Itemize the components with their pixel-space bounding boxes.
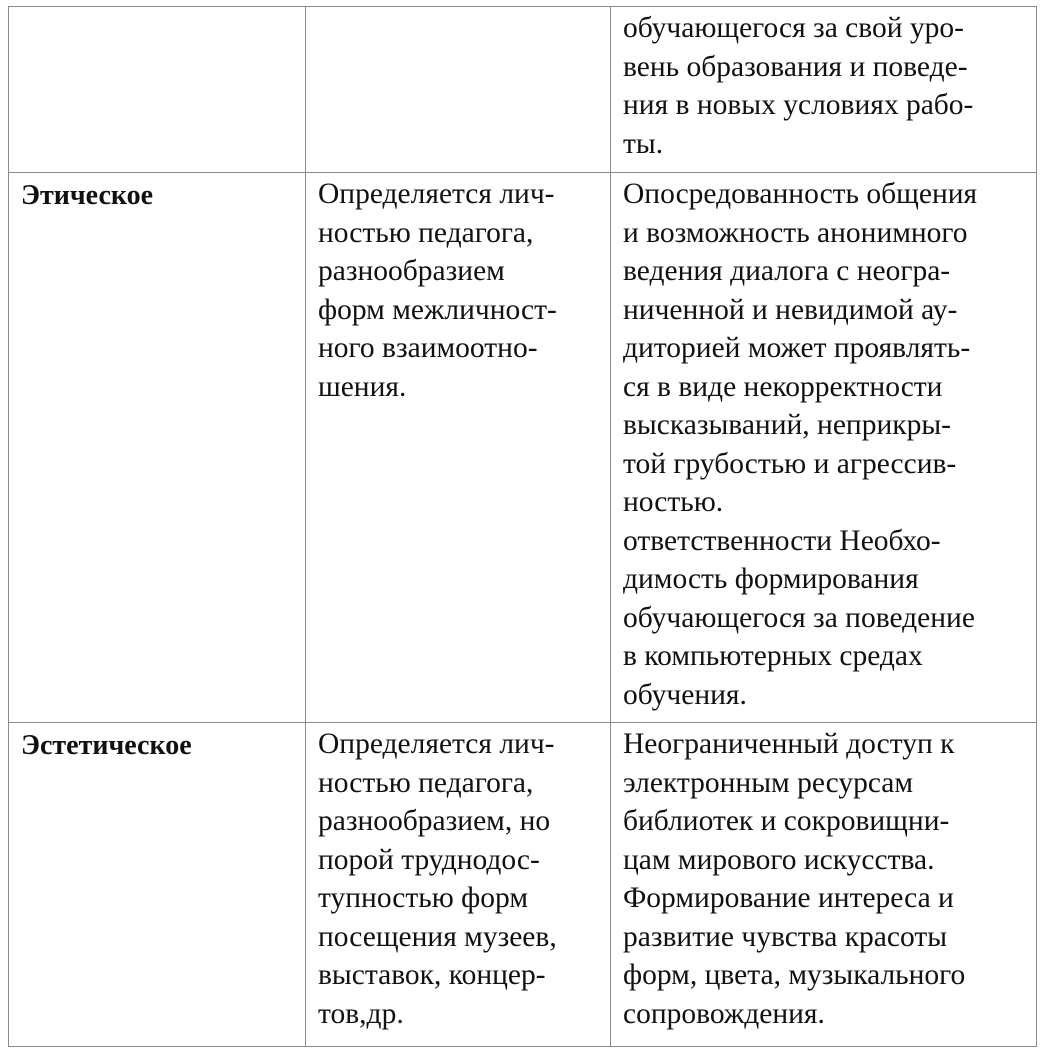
text-line: ведения диалога с неогра- — [623, 255, 951, 287]
text-line: посещения музеев, — [318, 920, 557, 953]
category-cell — [9, 723, 306, 1047]
text-line: разнообразием — [318, 255, 505, 287]
text-line: разнообразием, но — [318, 805, 551, 837]
text-line: димость формирования — [623, 563, 919, 595]
table-row-aesthetic — [9, 723, 1037, 1047]
table-row-continuation — [9, 7, 1037, 173]
text-line: и возможность анонимного — [623, 216, 968, 249]
text-line: Формирование интереса и — [623, 882, 954, 914]
text-line: Определяется лич- — [318, 728, 555, 760]
feature-cell — [611, 723, 1037, 1047]
text-line: той грубостью и агрессив- — [623, 447, 957, 480]
text-line: форм, цвета, музыкального — [623, 959, 966, 991]
description-cell — [306, 173, 611, 723]
text-line: высказываний, неприкры- — [623, 409, 951, 441]
text-line: цам мирового искусства. — [623, 843, 935, 876]
text-line: ответственности Необхо- — [623, 524, 941, 557]
text-line: тов,др. — [318, 997, 404, 1030]
text-line: ностью педагога, — [318, 766, 534, 799]
text-line: тупностью форм — [318, 882, 529, 914]
document-table — [8, 6, 1037, 1047]
text-line: обучающегося за свой уро- — [623, 12, 964, 44]
text-line: в компьютерных средах — [623, 640, 923, 672]
text-line: Опосредованность общения — [623, 178, 978, 210]
category-label: Этическое — [21, 180, 154, 211]
text-line: вень образования и поведе- — [623, 50, 968, 83]
text-line: диторией может проявлять- — [623, 332, 971, 364]
feature-cell — [611, 173, 1037, 723]
category-label: Эстетическое — [21, 730, 192, 761]
text-line: библиотек и сокровищни- — [623, 805, 950, 837]
text-line: Неограниченный доступ к — [623, 728, 955, 760]
text-line: порой труднодос- — [318, 843, 540, 876]
text-line: ся в виде некорректности — [623, 370, 943, 403]
text-line: ния в новых условиях рабо- — [623, 89, 974, 121]
text-line: Определяется лич- — [318, 178, 555, 210]
text-line: ного взаимоотно- — [318, 332, 538, 364]
text-line: сопровождения. — [623, 997, 825, 1030]
category-cell — [9, 7, 306, 173]
text-line: обучения. — [623, 678, 747, 711]
text-line: форм межличност- — [318, 293, 557, 326]
text-line: выставок, концер- — [318, 959, 546, 991]
text-line: ностью. — [623, 486, 724, 518]
feature-cell — [611, 7, 1037, 173]
category-cell — [9, 173, 306, 723]
text-line: ностью педагога, — [318, 216, 534, 249]
text-line: электронным ресурсам — [623, 766, 914, 799]
description-cell — [306, 723, 611, 1047]
text-line: развитие чувства красоты — [623, 920, 948, 953]
text-line: шения. — [318, 370, 407, 403]
text-line: ты. — [623, 127, 664, 160]
description-cell — [306, 7, 611, 173]
table-row-ethical — [9, 173, 1037, 723]
text-line: ниченной и невидимой ау- — [623, 293, 958, 326]
text-line: обучающегося за поведение — [623, 601, 975, 634]
